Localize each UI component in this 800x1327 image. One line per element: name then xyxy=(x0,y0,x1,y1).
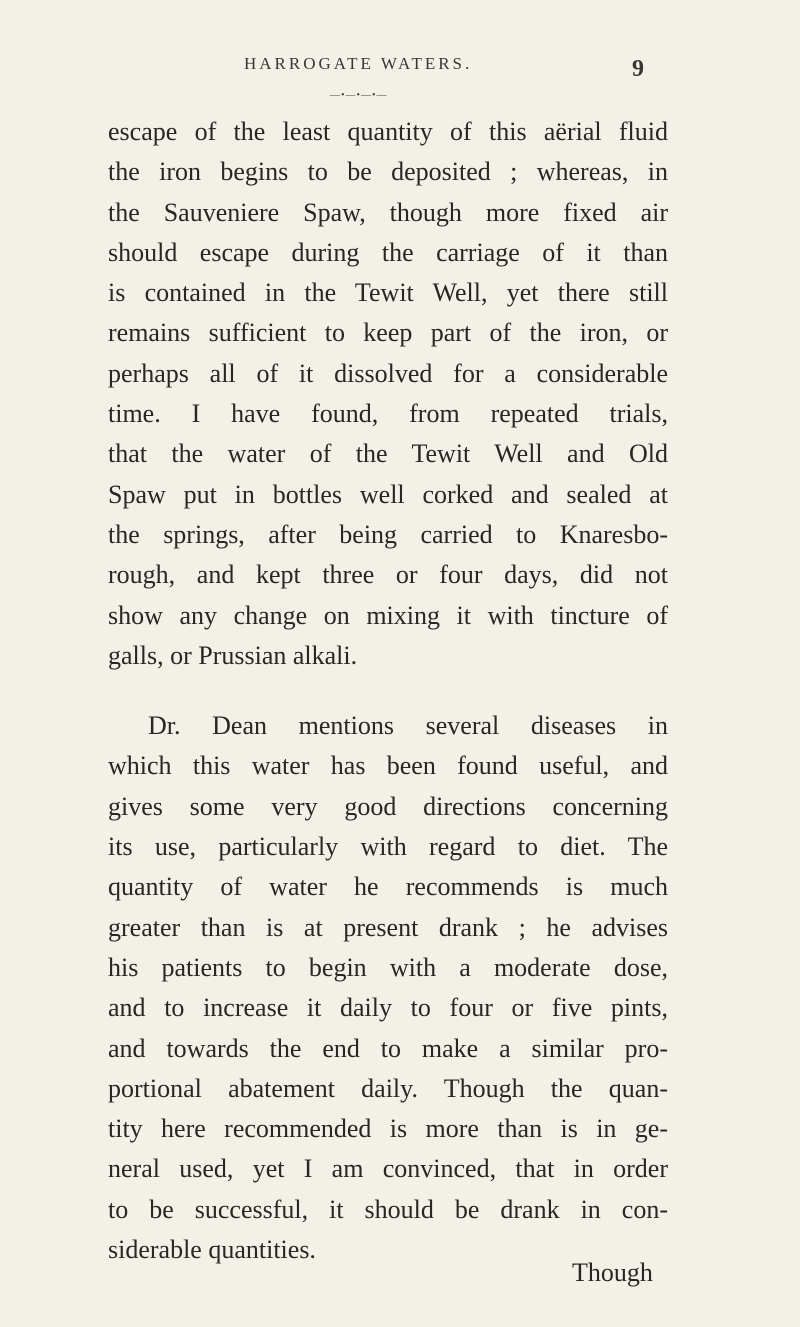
text-line: portional abatement daily. Though the quan- xyxy=(108,1073,668,1103)
text-line: rough, and kept three or four days, did not xyxy=(108,560,668,590)
text-line: Spaw put in bottles well corked and sealed at xyxy=(108,479,668,509)
text-line: greater than is at present drank ; he advises xyxy=(108,912,668,942)
text-line: to be successful, it should be drank in con- xyxy=(108,1194,668,1224)
text-line: which this water has been found useful, and xyxy=(108,751,668,781)
text-line: remains sufficient to keep part of the iron, or xyxy=(108,318,668,348)
paragraph-gap xyxy=(108,676,668,706)
text-line: the Sauveniere Spaw, though more fixed air xyxy=(108,197,668,227)
running-title: HARROGATE WATERS. xyxy=(244,54,473,73)
text-line: Dr. Dean mentions several diseases in xyxy=(148,711,668,741)
text-line: perhaps all of it dissolved for a considerable xyxy=(108,358,668,388)
text-line: his patients to begin with a moderate dose, xyxy=(108,952,668,982)
text-line: should escape during the carriage of it than xyxy=(108,237,668,267)
body-text xyxy=(108,112,668,1270)
text-line: show any change on mixing it with tincture of xyxy=(108,600,668,630)
text-line: the iron begins to be deposited ; whereas, in xyxy=(108,157,668,187)
text-line: quantity of water he recommends is much xyxy=(108,872,668,902)
text-line: the springs, after being carried to Knaresbo- xyxy=(108,519,668,549)
paragraph-2 xyxy=(108,706,668,1270)
text-line: neral used, yet I am convinced, that in order xyxy=(108,1154,668,1184)
text-line: and to increase it daily to four or five pints, xyxy=(108,993,668,1023)
page-number: 9 xyxy=(632,56,644,82)
catchword: Though xyxy=(572,1258,653,1287)
text-line: gives some very good directions concerning xyxy=(108,791,668,821)
header-ornament: —•—•—•— xyxy=(330,90,388,101)
text-line: is contained in the Tewit Well, yet there still xyxy=(108,278,668,308)
text-line: galls, or Prussian alkali. xyxy=(108,640,358,670)
text-line: time. I have found, from repeated trials, xyxy=(108,399,668,429)
text-line: its use, particularly with regard to diet. The xyxy=(108,832,668,862)
text-line: tity here recommended is more than is in ge- xyxy=(108,1114,668,1144)
text-line: and towards the end to make a similar pro- xyxy=(108,1033,668,1063)
paragraph-1 xyxy=(108,112,668,676)
text-line: escape of the least quantity of this aërial fluid xyxy=(108,117,668,146)
text-line: siderable quantities. xyxy=(108,1235,316,1265)
text-line: that the water of the Tewit Well and Old xyxy=(108,439,668,469)
